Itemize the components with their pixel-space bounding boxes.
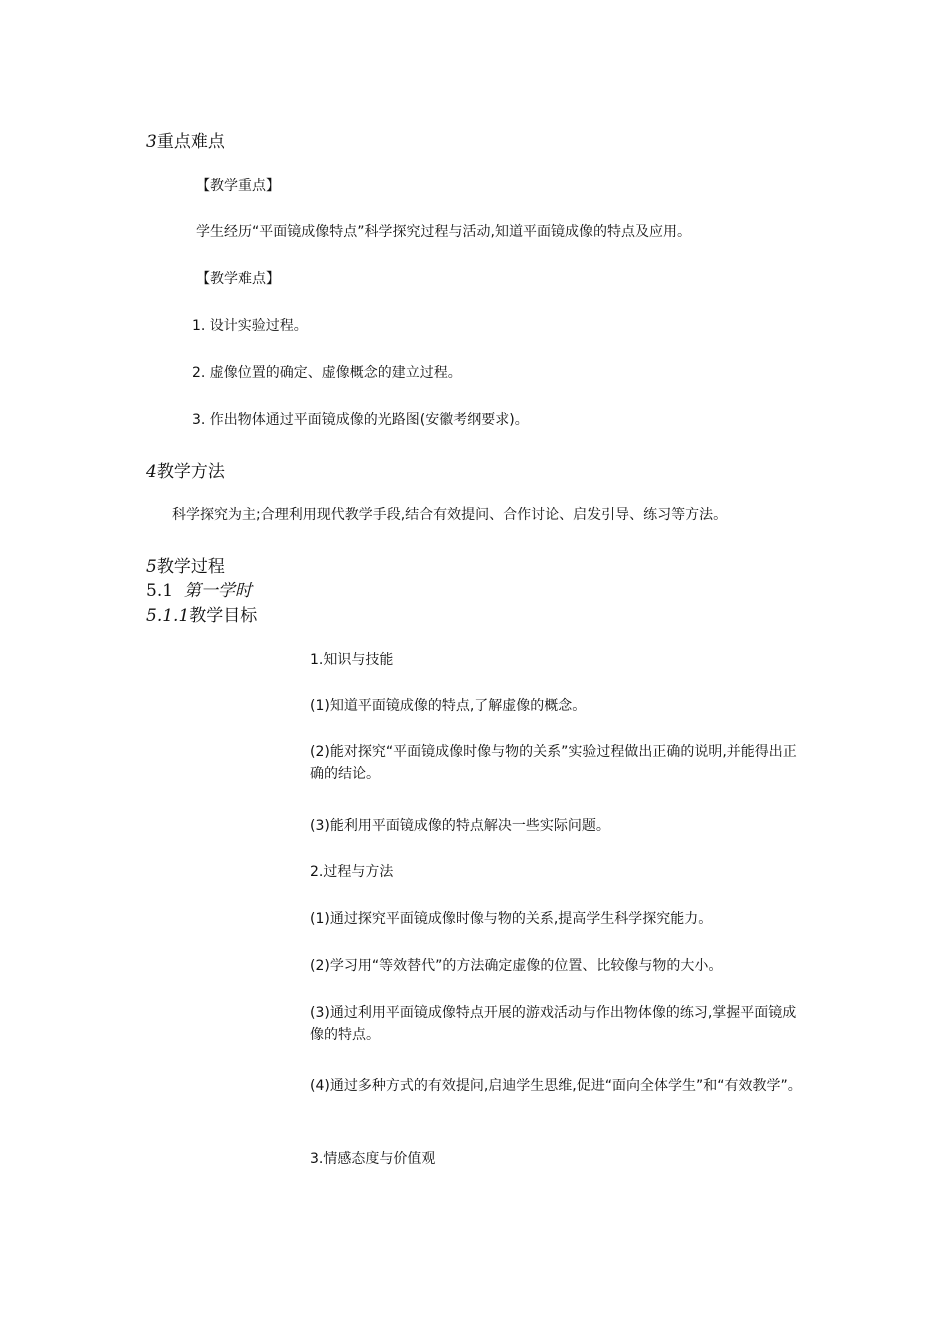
objective-process-3: (3)通过利用平面镜成像特点开展的游戏活动与作出物体像的练习,掌握平面镜成像的特点。: [310, 1005, 797, 1043]
objective-knowledge-1: (1)知道平面镜成像的特点,了解虚像的概念。: [310, 698, 587, 714]
objective-knowledge-3: (3)能利用平面镜成像的特点解决一些实际问题。: [310, 818, 610, 834]
teaching-method-text: 科学探究为主;合理利用现代教学手段,结合有效提问、合作讨论、启发引导、练习等方法。: [172, 507, 728, 523]
subsection-5-1-1-number: 5.1.1: [146, 606, 190, 626]
subsection-5-1-1-title: 教学目标: [189, 606, 258, 626]
key-point-label: 【教学重点】: [196, 178, 280, 194]
objective-knowledge-title: 1.知识与技能: [310, 652, 394, 668]
key-point-text: 学生经历“平面镜成像特点”科学探究过程与活动,知道平面镜成像的特点及应用。: [196, 224, 691, 240]
objective-process-2: (2)学习用“等效替代”的方法确定虚像的位置、比较像与物的大小。: [310, 958, 723, 974]
objective-process-1: (1)通过探究平面镜成像时像与物的关系,提高学生科学探究能力。: [310, 911, 713, 927]
objective-process-title: 2.过程与方法: [310, 864, 394, 880]
difficulty-item-2: 2. 虚像位置的确定、虚像概念的建立过程。: [192, 365, 462, 381]
difficulty-label: 【教学难点】: [196, 271, 280, 287]
section-4-title: 教学方法: [156, 462, 225, 482]
section-4-number: 4: [146, 462, 157, 482]
difficulty-item-3: 3. 作出物体通过平面镜成像的光路图(安徽考纲要求)。: [192, 412, 529, 428]
subsection-5-1-1-heading: [146, 601, 257, 626]
section-3-heading: [146, 127, 225, 152]
objective-process-4: (4)通过多种方式的有效提问,启迪学生思维,促进“面向全体学生”和“有效教学”。: [310, 1078, 802, 1094]
subsection-5-1-number: 5.1: [146, 581, 174, 601]
section-3-title: 重点难点: [156, 132, 225, 152]
subsection-5-1-heading: [146, 576, 252, 601]
section-5-heading: [146, 552, 225, 577]
section-4-heading: [146, 457, 225, 482]
objective-knowledge-2: (2)能对探究“平面镜成像时像与物的关系”实验过程做出正确的说明,并能得出正确的结论。: [310, 744, 797, 782]
difficulty-item-1: 1. 设计实验过程。: [192, 318, 308, 334]
subsection-5-1-title: 第一学时: [183, 581, 252, 601]
section-5-title: 教学过程: [156, 557, 225, 577]
objective-emotion-title: 3.情感态度与价值观: [310, 1151, 436, 1167]
section-5-number: 5: [146, 557, 157, 577]
section-3-number: 3: [146, 132, 157, 152]
